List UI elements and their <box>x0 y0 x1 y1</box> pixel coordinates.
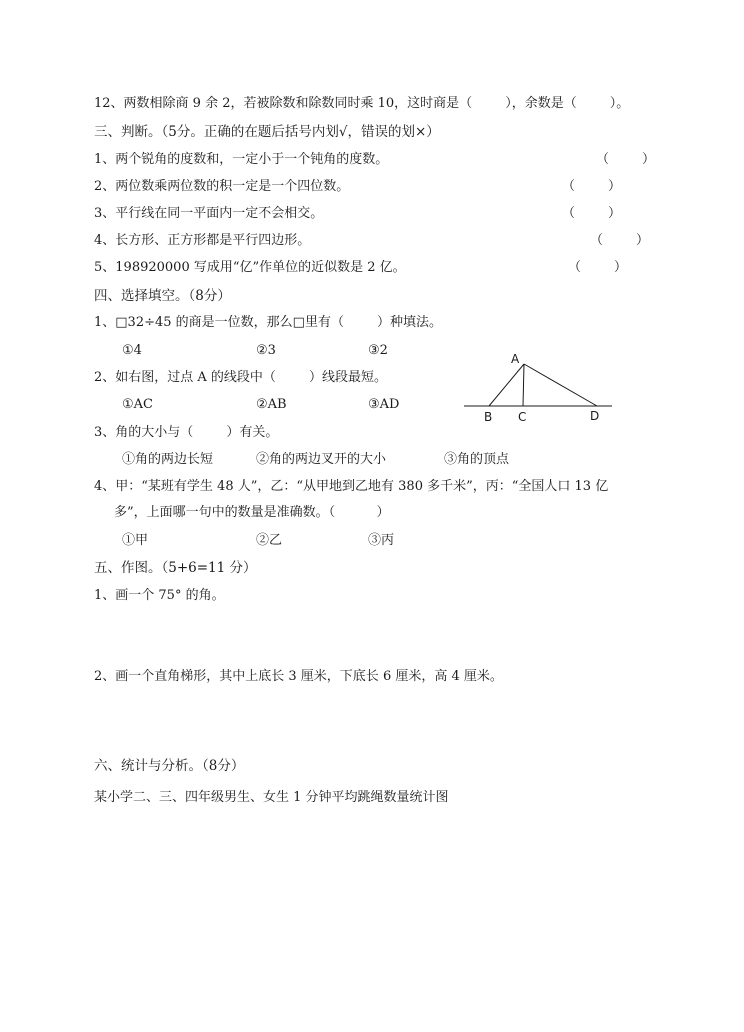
judge-item-5: 5、198920000 写成用“亿”作单位的近似数是 2 亿。 <box>94 260 406 275</box>
choice-question-1: 1、□32÷45 的商是一位数，那么□里有（ ）种填法。 <box>94 315 443 330</box>
segment-AD <box>524 364 597 406</box>
choice-4-option-2[interactable]: ②乙 <box>256 533 283 548</box>
judge-item-2: 2、两位数乘两位数的积一定是一个四位数。 <box>94 179 350 194</box>
choice-2-option-2[interactable]: ②AB <box>256 397 287 412</box>
choice-3-option-3[interactable]: ③角的顶点 <box>444 452 510 467</box>
judge-item-4: 4、长方形、正方形都是平行四边形。 <box>94 233 311 248</box>
question-12: 12、两数相除商 9 余 2，若被除数和除数同时乘 10，这时商是（ ），余数是（ ）。 <box>94 96 630 111</box>
choice-question-3: 3、角的大小与（ ）有关。 <box>94 425 279 440</box>
judge-answer-4[interactable]: （ ） <box>590 233 650 248</box>
section-4-title: 四、选择填空。（8分） <box>94 288 231 304</box>
choice-1-option-1[interactable]: ①4 <box>122 343 142 358</box>
section-3-title: 三、判断。（5分。正确的在题后括号内划√，错误的划×） <box>94 124 440 140</box>
choice-question-4-line-2: 多”，上面哪一句中的数量是准确数。（ ） <box>114 505 390 520</box>
judge-item-1: 1、两个锐角的度数和，一定小于一个钝角的度数。 <box>94 152 389 167</box>
choice-2-option-3[interactable]: ③AD <box>368 397 400 412</box>
judge-answer-2[interactable]: （ ） <box>562 179 622 194</box>
choice-1-option-2[interactable]: ②3 <box>256 343 276 358</box>
judge-answer-1[interactable]: （ ） <box>596 152 656 167</box>
drawing-task-1: 1、画一个 75° 的角。 <box>94 588 225 603</box>
judge-answer-5[interactable]: （ ） <box>568 260 628 275</box>
choice-3-option-2[interactable]: ②角的两边叉开的大小 <box>256 452 387 467</box>
segment-AC <box>523 364 524 406</box>
chart-caption: 某小学二、三、四年级男生、女生 1 分钟平均跳绳数量统计图 <box>94 790 449 805</box>
point-label-A: A <box>511 352 520 366</box>
choice-question-2: 2、如右图，过点 A 的线段中（ ）线段最短。 <box>94 370 387 385</box>
choice-question-4-line-1: 4、甲：“某班有学生 48 人”，乙：“从甲地到乙地有 380 多千米”，丙：“全国人口 13 亿 <box>94 479 609 494</box>
choice-3-option-1[interactable]: ①角的两边长短 <box>122 452 214 467</box>
point-label-C: C <box>518 410 527 424</box>
judge-answer-3[interactable]: （ ） <box>562 206 622 221</box>
choice-2-option-1[interactable]: ①AC <box>122 397 153 412</box>
choice-1-option-3[interactable]: ③2 <box>368 343 388 358</box>
judge-item-3: 3、平行线在同一平面内一定不会相交。 <box>94 206 324 221</box>
choice-4-option-1[interactable]: ①甲 <box>122 533 149 548</box>
section-6-title: 六、统计与分析。（8分） <box>94 758 245 774</box>
section-5-title: 五、作图。（5+6=11 分） <box>94 560 257 576</box>
segment-AB <box>489 364 524 406</box>
drawing-task-2: 2、画一个直角梯形，其中上底长 3 厘米，下底长 6 厘米，高 4 厘米。 <box>94 669 503 684</box>
point-label-D: D <box>590 409 600 423</box>
point-label-B: B <box>484 410 493 424</box>
choice-4-option-3[interactable]: ③丙 <box>368 533 395 548</box>
